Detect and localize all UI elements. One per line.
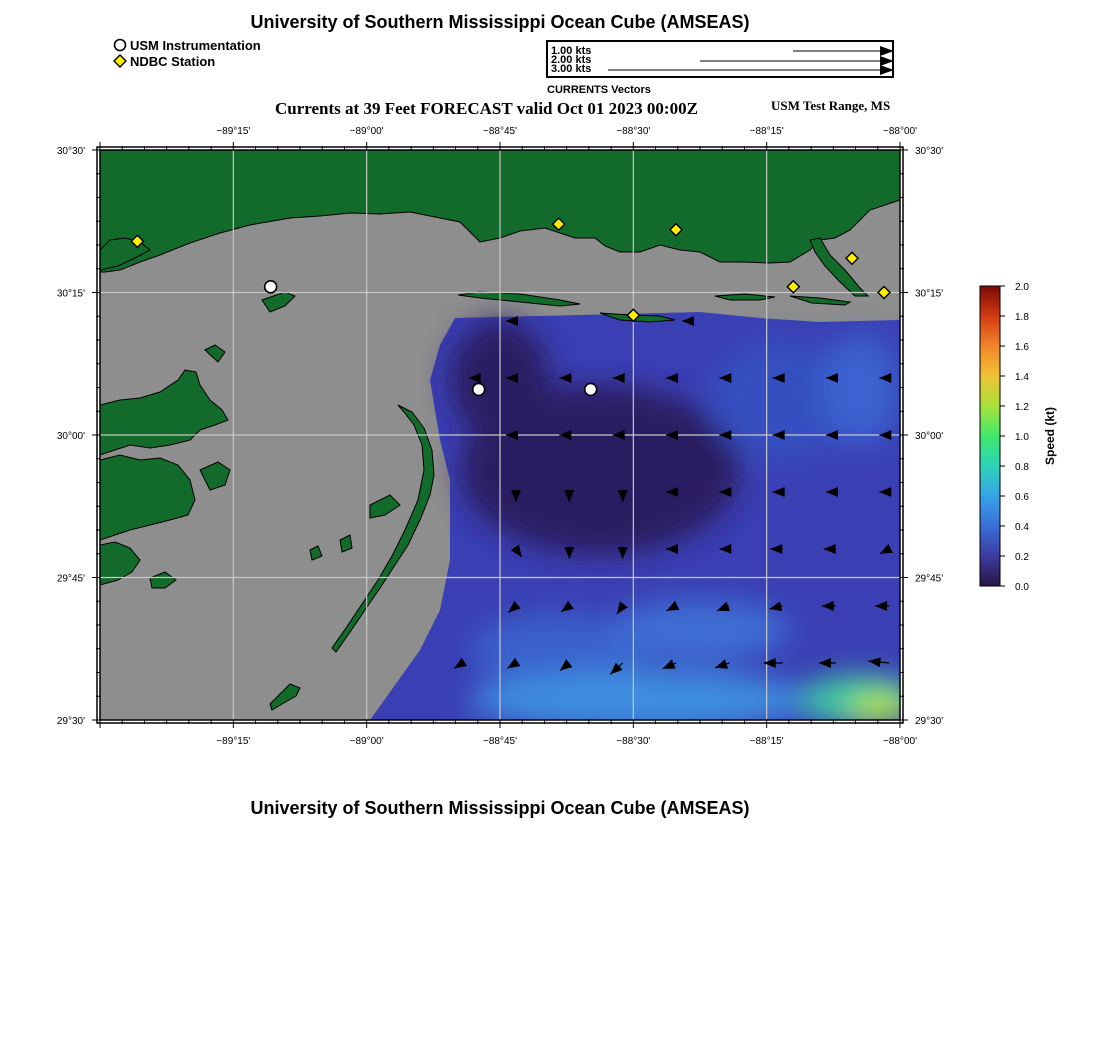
lon-label-bottom: −88°00' xyxy=(883,736,917,747)
lon-label-top: −88°00' xyxy=(883,126,917,137)
lon-label-top: −89°15' xyxy=(216,126,251,137)
colorbar-tick-label: 0.8 xyxy=(1015,462,1029,473)
lon-label-top: −88°30' xyxy=(616,126,651,137)
lat-label-left: 30°30' xyxy=(56,146,85,157)
lon-label-bottom: −88°45' xyxy=(483,736,517,747)
colorbar-tick-label: 1.4 xyxy=(1015,372,1029,383)
colorbar-tick-label: 1.8 xyxy=(1015,312,1029,323)
colorbar-tick-label: 1.2 xyxy=(1015,402,1029,413)
vector-scale-label-3: 3.00 kts xyxy=(551,63,592,75)
lat-label-left: 30°15' xyxy=(56,288,85,300)
lat-label-right: 29°30' xyxy=(915,716,944,727)
footer-title: University of Southern Mississippi Ocean Cube (AMSEAS) xyxy=(250,798,750,818)
legend-usm-label: USM Instrumentation xyxy=(130,37,261,53)
colorbar-ramp xyxy=(980,286,1000,586)
map-frame-content xyxy=(100,150,920,730)
lon-label-top: −88°45' xyxy=(483,126,517,137)
lon-label-bottom: −88°15' xyxy=(749,736,784,747)
colorbar-tick-label: 2.0 xyxy=(1015,282,1029,293)
colorbar-tick-label: 1.6 xyxy=(1015,342,1029,353)
usm-station-marker[interactable] xyxy=(585,383,597,395)
lon-label-bottom: −89°00' xyxy=(349,736,384,747)
lat-label-right: 29°45' xyxy=(915,573,944,585)
range-label: USM Test Range, MS xyxy=(771,98,891,113)
colorbar-tick-label: 0.4 xyxy=(1015,522,1029,533)
vector-scale-label-2: 2.00 kts xyxy=(551,54,592,66)
colorbar-ticks xyxy=(1000,282,1029,593)
page-title: University of Southern Mississippi Ocean Cube (AMSEAS) xyxy=(250,12,750,32)
legend-ndbc-label: NDBC Station xyxy=(130,53,216,69)
map-subtitle: Currents at 39 Feet FORECAST valid Oct 01 2023 00:00Z xyxy=(275,99,698,118)
speed-colorbar xyxy=(980,282,1057,593)
colorbar-tick-label: 0.6 xyxy=(1015,492,1029,503)
lat-label-left: 29°45' xyxy=(56,573,85,585)
usm-station-marker[interactable] xyxy=(473,383,485,395)
colorbar-title: Speed (kt) xyxy=(1043,406,1057,466)
colorbar-tick-label: 0.2 xyxy=(1015,552,1029,563)
lat-label-left: 29°30' xyxy=(56,716,85,727)
vector-scale-caption: CURRENTS Vectors xyxy=(547,84,651,96)
lat-label-left: 30°00' xyxy=(56,431,85,442)
lat-label-right: 30°00' xyxy=(915,431,944,442)
lat-label-right: 30°15' xyxy=(915,288,944,300)
vector-scale-label-1: 1.00 kts xyxy=(551,45,592,57)
usm-station-marker[interactable] xyxy=(265,281,277,293)
lat-label-right: 30°30' xyxy=(915,146,944,157)
lon-label-bottom: −89°15' xyxy=(216,736,251,747)
colorbar-tick-label: 1.0 xyxy=(1015,432,1029,443)
lon-label-top: −89°00' xyxy=(349,126,384,137)
colorbar-tick-label: 0.0 xyxy=(1015,582,1029,593)
lon-label-top: −88°15' xyxy=(749,126,784,137)
lon-label-bottom: −88°30' xyxy=(616,736,651,747)
